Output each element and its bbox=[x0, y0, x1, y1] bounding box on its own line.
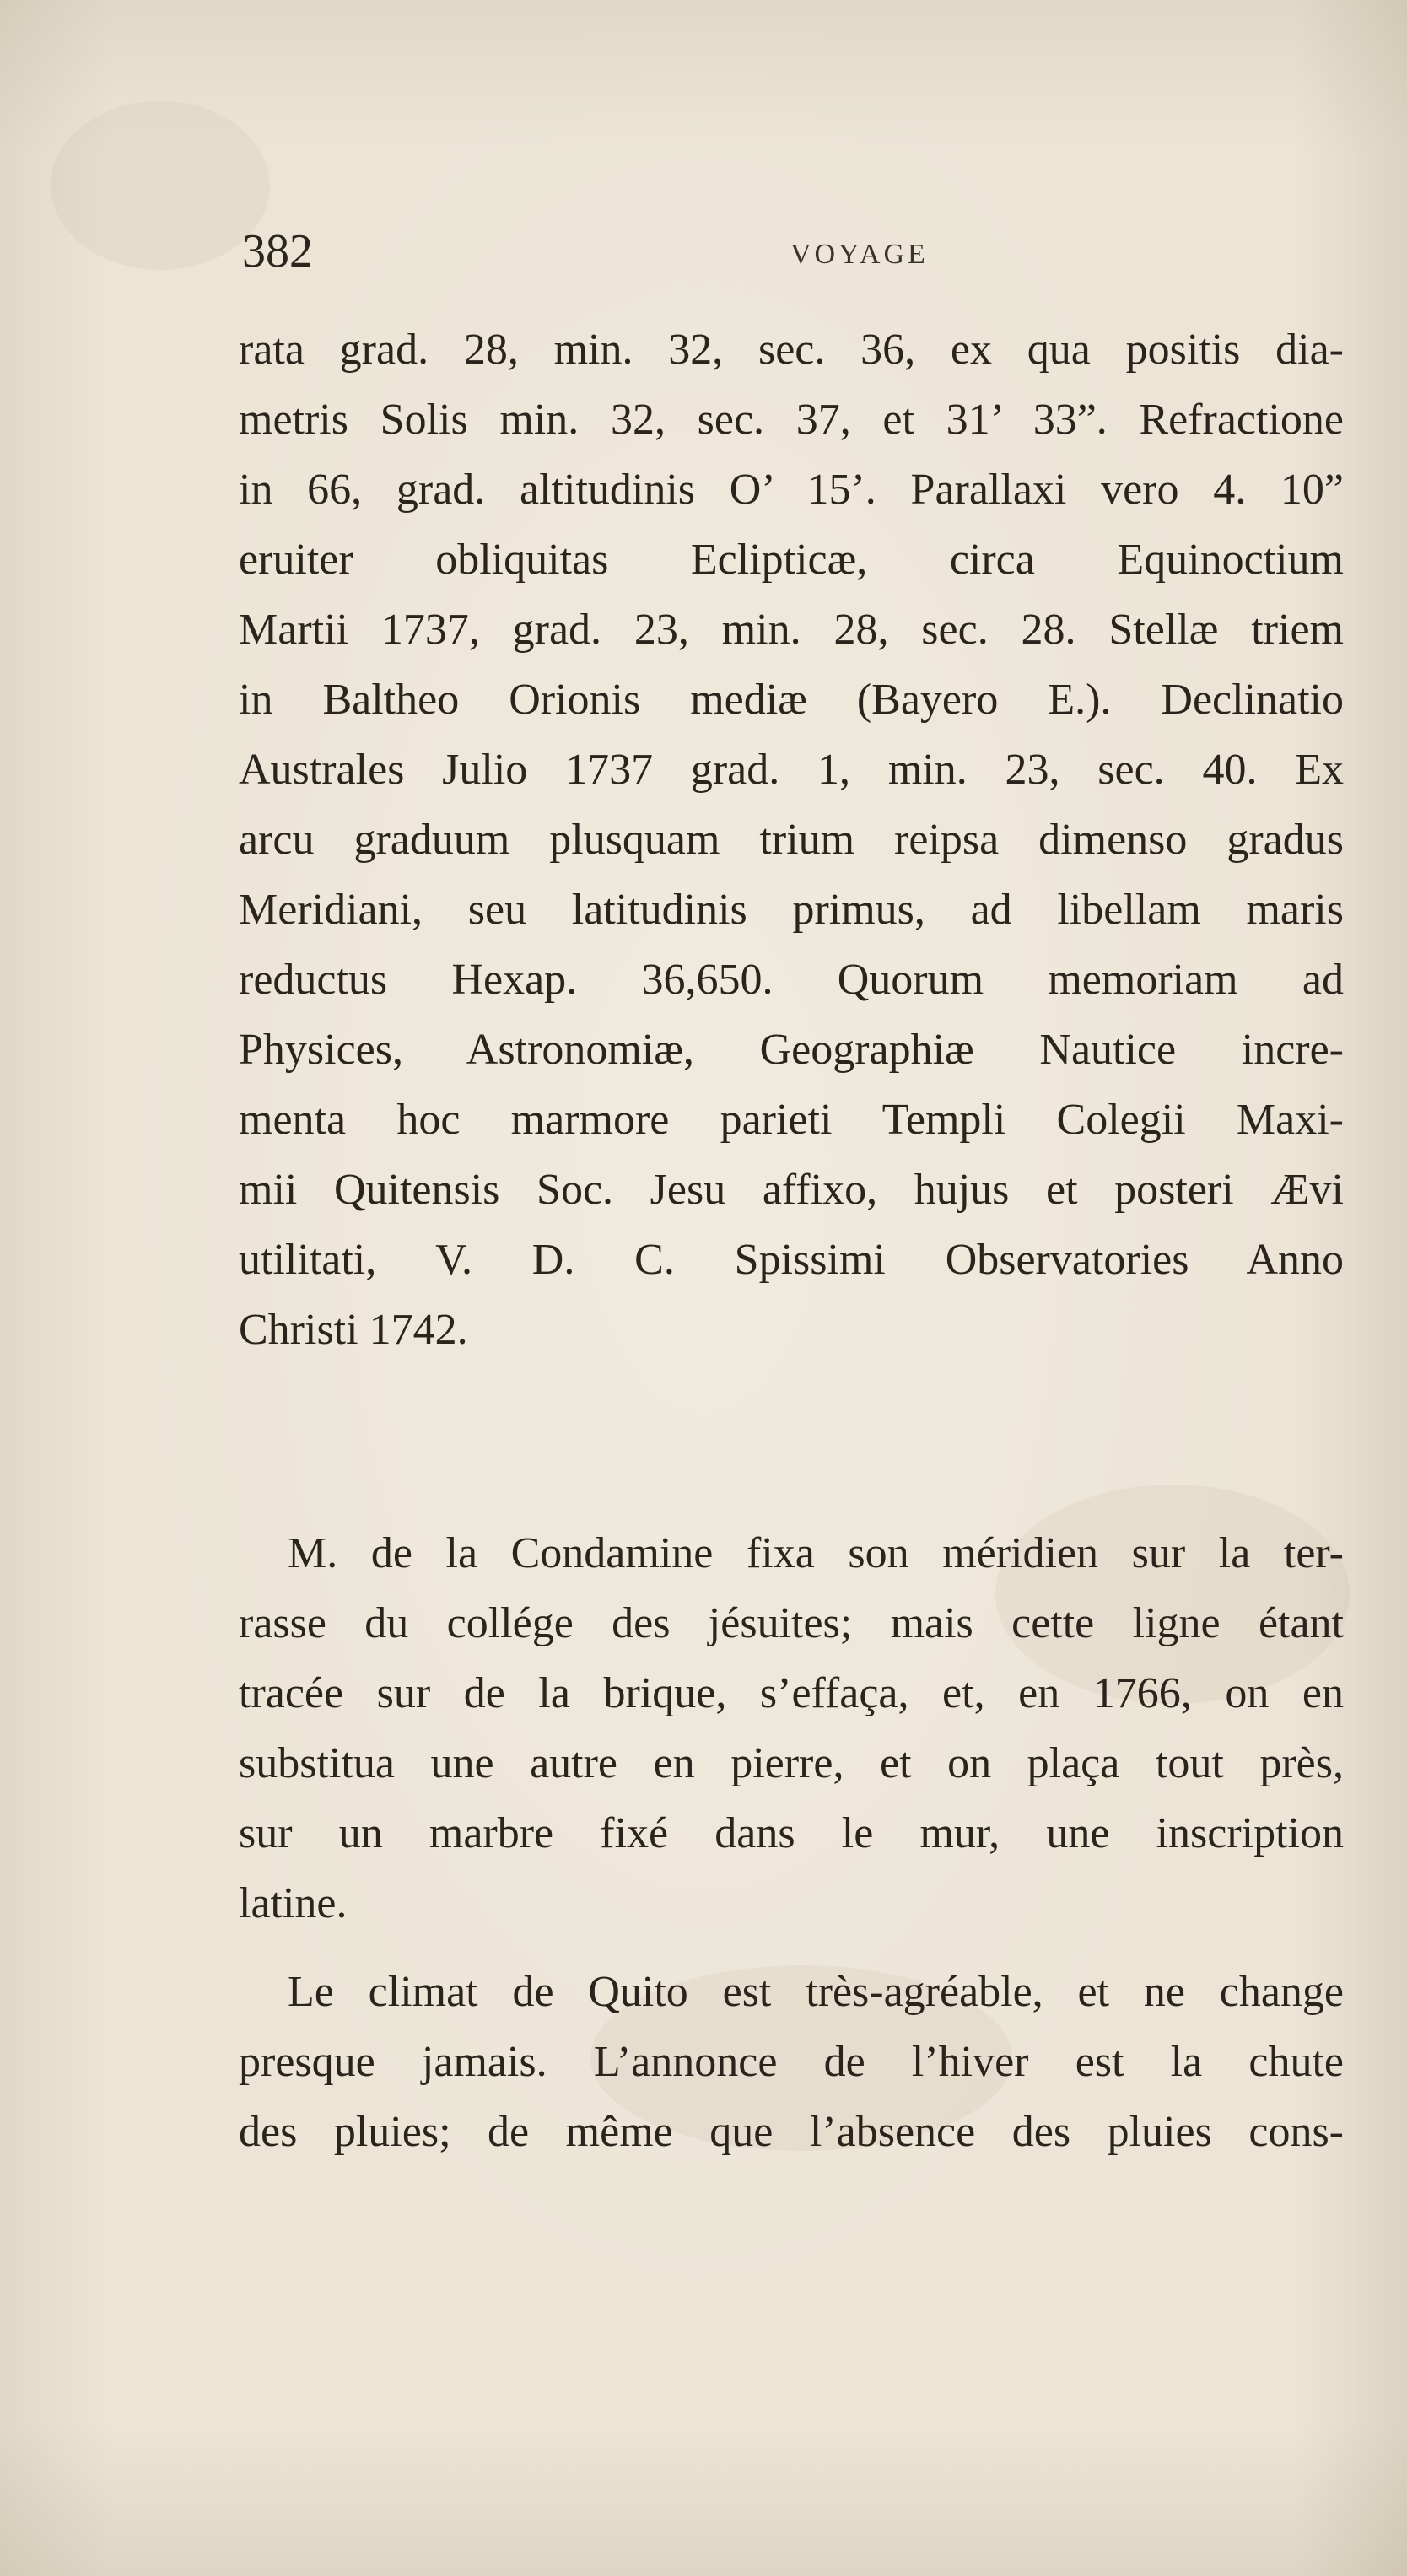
text-line: arcu graduum plusquam trium reipsa dimenso gradus bbox=[239, 816, 1344, 864]
page-header bbox=[242, 226, 1341, 277]
text-line: Le climat de Quito est très-agréable, et ne change bbox=[288, 1968, 1344, 2016]
text-line: presque jamais. L’annonce de l’hiver est la chute bbox=[239, 2038, 1344, 2086]
running-head: VOYAGE bbox=[790, 239, 929, 270]
text-line: Australes Julio 1737 grad. 1, min. 23, sec. 40. Ex bbox=[239, 746, 1344, 794]
text-line: in 66, grad. altitudinis O’ 15’. Parallaxi vero 4. 10” bbox=[239, 466, 1344, 514]
text-line: rasse du collége des jésuites; mais cette ligne étant bbox=[239, 1599, 1344, 1647]
text-line: menta hoc marmore parieti Templi Colegii Maxi- bbox=[239, 1096, 1344, 1144]
text-line: M. de la Condamine fixa son méridien sur la ter- bbox=[288, 1529, 1344, 1577]
text-line: in Baltheo Orionis mediæ (Bayero E.). Declinatio bbox=[239, 676, 1344, 724]
text-line: latine. bbox=[239, 1879, 348, 1927]
text-line: mii Quitensis Soc. Jesu affixo, hujus et posteri Ævi bbox=[239, 1166, 1344, 1214]
text-line: eruiter obliquitas Eclipticæ, circa Equinoctium bbox=[239, 536, 1344, 584]
paragraph-climat bbox=[239, 1957, 1344, 2167]
text-line: metris Solis min. 32, sec. 37, et 31’ 33”. Refractione bbox=[239, 396, 1344, 444]
page-number: 382 bbox=[242, 225, 313, 278]
text-line: Physices, Astronomiæ, Geographiæ Nautice incre- bbox=[239, 1026, 1344, 1074]
text-line: utilitati, V. D. C. Spissimi Observatories Anno bbox=[239, 1236, 1344, 1284]
text-line: tracée sur de la brique, s’effaça, et, en 1766, on en bbox=[239, 1669, 1344, 1717]
text-line: rata grad. 28, min. 32, sec. 36, ex qua positis dia- bbox=[239, 326, 1344, 374]
text-line: Meridiani, seu latitudinis primus, ad libellam maris bbox=[239, 886, 1344, 934]
paragraph-meridien bbox=[239, 1518, 1344, 1938]
text-line: substitua une autre en pierre, et on plaça tout près, bbox=[239, 1739, 1344, 1787]
latin-inscription bbox=[239, 315, 1344, 1365]
text-line: Christi 1742. bbox=[239, 1306, 468, 1354]
paper-stain bbox=[51, 101, 270, 270]
text-line: reductus Hexap. 36,650. Quorum memoriam ad bbox=[239, 956, 1344, 1004]
text-line: sur un marbre fixé dans le mur, une inscription bbox=[239, 1809, 1344, 1857]
text-line: des pluies; de même que l’absence des pluies cons- bbox=[239, 2108, 1344, 2156]
text-line: Martii 1737, grad. 23, min. 28, sec. 28. Stellæ triem bbox=[239, 606, 1344, 654]
